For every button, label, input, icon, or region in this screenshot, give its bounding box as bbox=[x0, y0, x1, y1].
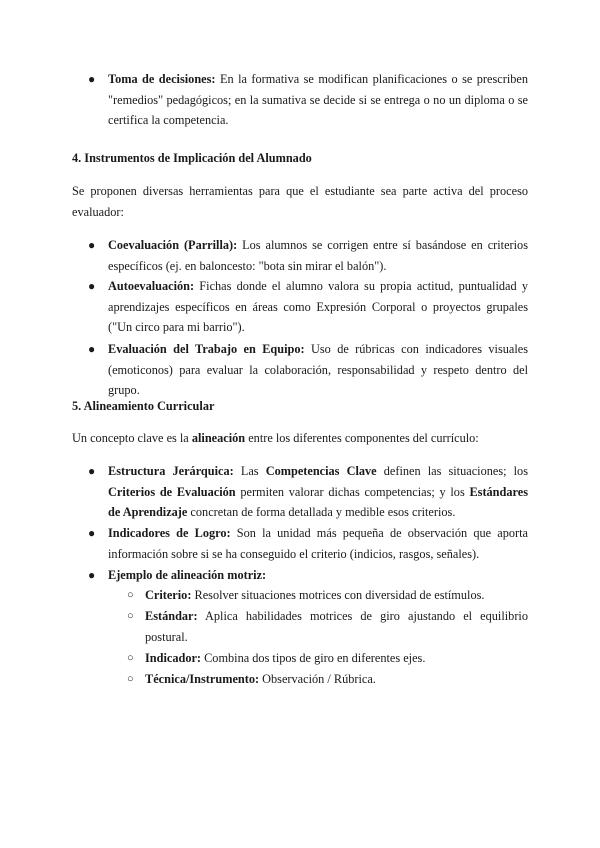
item-text: definen las situaciones; los bbox=[376, 464, 528, 478]
section-heading-4: 4. Instrumentos de Implicación del Alumnado bbox=[72, 151, 312, 165]
list-item-estructura bbox=[108, 461, 528, 523]
item-bold: Criterios de Evaluación bbox=[108, 484, 236, 499]
subitem-label: Criterio: bbox=[145, 588, 192, 602]
list-item-decisiones bbox=[108, 69, 528, 131]
section-5-intro bbox=[72, 428, 528, 449]
list-item-trabajo-equipo bbox=[108, 339, 528, 401]
list-item-autoevaluacion bbox=[108, 276, 528, 338]
subitem-tecnica bbox=[145, 669, 528, 690]
item-label: Evaluación del Trabajo en Equipo: bbox=[108, 342, 305, 356]
subitem-text: Aplica habilidades motrices de giro ajustando el equilibrio postural. bbox=[145, 609, 528, 644]
bullet-icon: ● bbox=[88, 72, 96, 86]
intro-bold: alineación bbox=[191, 431, 246, 445]
subitem-estandar bbox=[145, 606, 528, 647]
bullet-icon: ● bbox=[88, 526, 96, 540]
item-text: Son la unidad más pequeña de observación que aporta información sobre si se ha conseguido el criterio (indicios, rasgos, señales). bbox=[108, 526, 528, 561]
bullet-icon: ● bbox=[88, 238, 96, 252]
subitem-text: Resolver situaciones motrices con diversidad de estímulos. bbox=[191, 588, 485, 602]
item-text: Fichas donde el alumno valora su propia actitud, puntualidad y aprendizajes específicos en áreas como Expresión Corporal o proyectos grupales ("Un circo para mi barrio"). bbox=[108, 279, 528, 334]
circle-bullet-icon: ○ bbox=[127, 673, 134, 685]
intro-text: entre los diferentes componentes del currículo: bbox=[245, 431, 479, 445]
bullet-icon: ● bbox=[88, 342, 96, 356]
item-label: Autoevaluación: bbox=[108, 279, 195, 293]
item-text: Las bbox=[233, 464, 266, 478]
circle-bullet-icon: ○ bbox=[127, 589, 134, 601]
subitem-indicador bbox=[145, 648, 528, 669]
list-item-ejemplo bbox=[108, 565, 528, 586]
circle-bullet-icon: ○ bbox=[127, 610, 134, 622]
section-heading-5: 5. Alineamiento Curricular bbox=[72, 399, 215, 413]
section-4-intro: Se proponen diversas herramientas para que el estudiante sea parte activa del proceso evaluador: bbox=[72, 184, 528, 219]
item-label: Indicadores de Logro: bbox=[108, 526, 231, 540]
item-bold: Estándares de Aprendizaje bbox=[108, 484, 528, 519]
item-text: concretan de forma detallada y medible esos criterios. bbox=[187, 505, 456, 519]
item-text: Los alumnos se corrigen entre sí basándose en criterios específicos (ej. en baloncesto: "bota sin mirar el balón"). bbox=[108, 238, 528, 273]
subitem-label: Técnica/Instrumento: bbox=[145, 672, 260, 686]
subitem-criterio bbox=[145, 585, 528, 606]
item-text: Uso de rúbricas con indicadores visuales (emoticonos) para evaluar la colaboración, responsabilidad y respeto dentro del grupo. bbox=[108, 342, 528, 397]
intro-text: Un concepto clave es la bbox=[72, 431, 192, 445]
item-label: Ejemplo de alineación motriz: bbox=[108, 568, 267, 582]
list-item-coevaluacion bbox=[108, 235, 528, 276]
bullet-icon: ● bbox=[88, 279, 96, 293]
bullet-icon: ● bbox=[88, 464, 96, 478]
bullet-icon: ● bbox=[88, 568, 96, 582]
list-item-indicadores bbox=[108, 523, 528, 564]
circle-bullet-icon: ○ bbox=[127, 652, 134, 664]
item-label: Coevaluación (Parrilla): bbox=[108, 238, 238, 252]
subitem-text: Combina dos tipos de giro en diferentes ejes. bbox=[201, 651, 426, 665]
subitem-label: Estándar: bbox=[145, 609, 198, 623]
item-text: En la formativa se modifican planificaciones o se prescriben "remedios" pedagógicos; en la sumativa se decide si se entrega o no un diploma o se certifica la competencia. bbox=[108, 72, 528, 127]
item-label: Toma de decisiones: bbox=[108, 72, 216, 86]
item-bold: Competencias Clave bbox=[265, 464, 377, 478]
subitem-text: Observación / Rúbrica. bbox=[259, 672, 376, 686]
item-label: Estructura Jerárquica: bbox=[108, 464, 234, 478]
item-text: permiten valorar dichas competencias; y los bbox=[235, 484, 470, 499]
subitem-label: Indicador: bbox=[145, 651, 202, 665]
